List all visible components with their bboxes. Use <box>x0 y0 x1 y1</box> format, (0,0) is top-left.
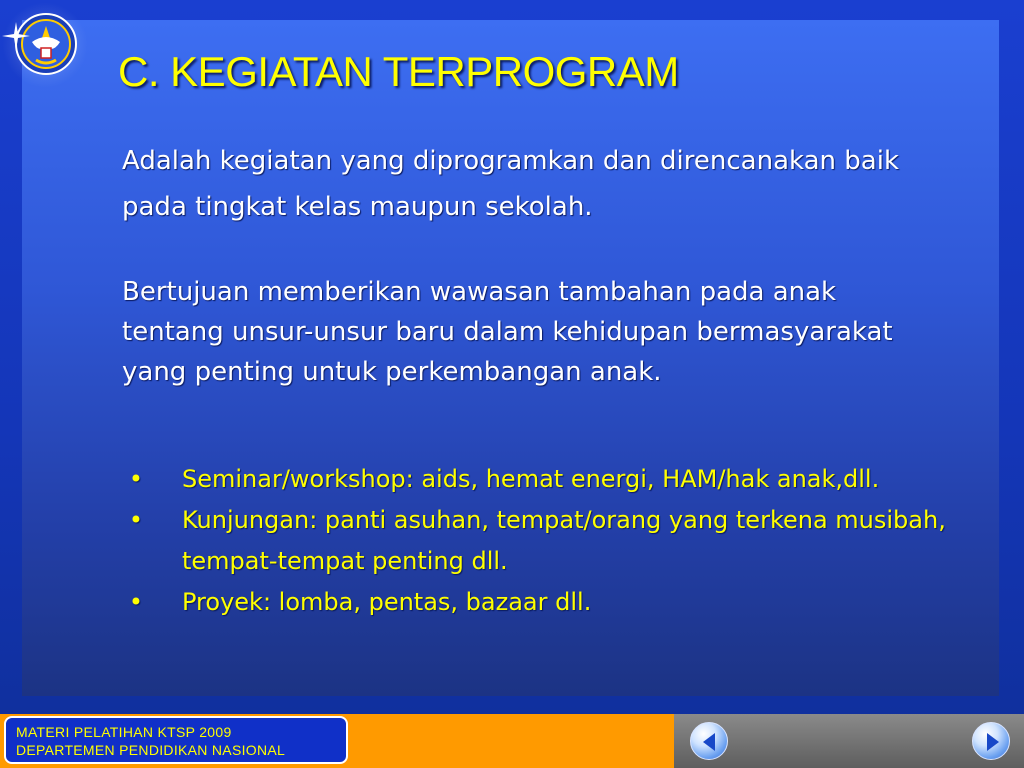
next-slide-button[interactable] <box>972 722 1010 760</box>
list-item-text: Seminar/workshop: aids, hemat energi, HAM/hak anak,dll. <box>182 465 880 493</box>
bullet-marker: • <box>128 588 144 616</box>
footer-line-1: MATERI PELATIHAN KTSP 2009 <box>16 724 232 740</box>
list-item <box>126 459 966 500</box>
sparkle-icon <box>2 22 30 50</box>
purpose-paragraph: Bertujuan memberikan wawasan tambahan pada anak tentang unsur-unsur baru dalam kehidupan bermasyarakat yang penting untuk perkembangan anak. <box>122 277 893 387</box>
list-item <box>126 582 966 623</box>
footer-line-2: DEPARTEMEN PENDIDIKAN NASIONAL <box>16 742 286 758</box>
arrow-left-icon <box>691 723 729 761</box>
definition-paragraph: Adalah kegiatan yang diprogramkan dan direncanakan baik pada tingkat kelas maupun sekolah. <box>122 146 900 222</box>
list-item-text: Proyek: lomba, pentas, bazaar dll. <box>182 588 592 616</box>
footer-caption <box>4 716 348 764</box>
list-item-text: Kunjungan: panti asuhan, tempat/orang yang terkena musibah, tempat-tempat penting dll. <box>182 506 946 575</box>
slide-title: C. KEGIATAN TERPROGRAM <box>118 48 679 95</box>
arrow-right-icon <box>973 723 1011 761</box>
previous-slide-button[interactable] <box>690 722 728 760</box>
bullet-marker: • <box>128 506 144 534</box>
list-item <box>126 500 966 582</box>
bullet-marker: • <box>128 465 144 493</box>
activity-list <box>126 459 966 623</box>
